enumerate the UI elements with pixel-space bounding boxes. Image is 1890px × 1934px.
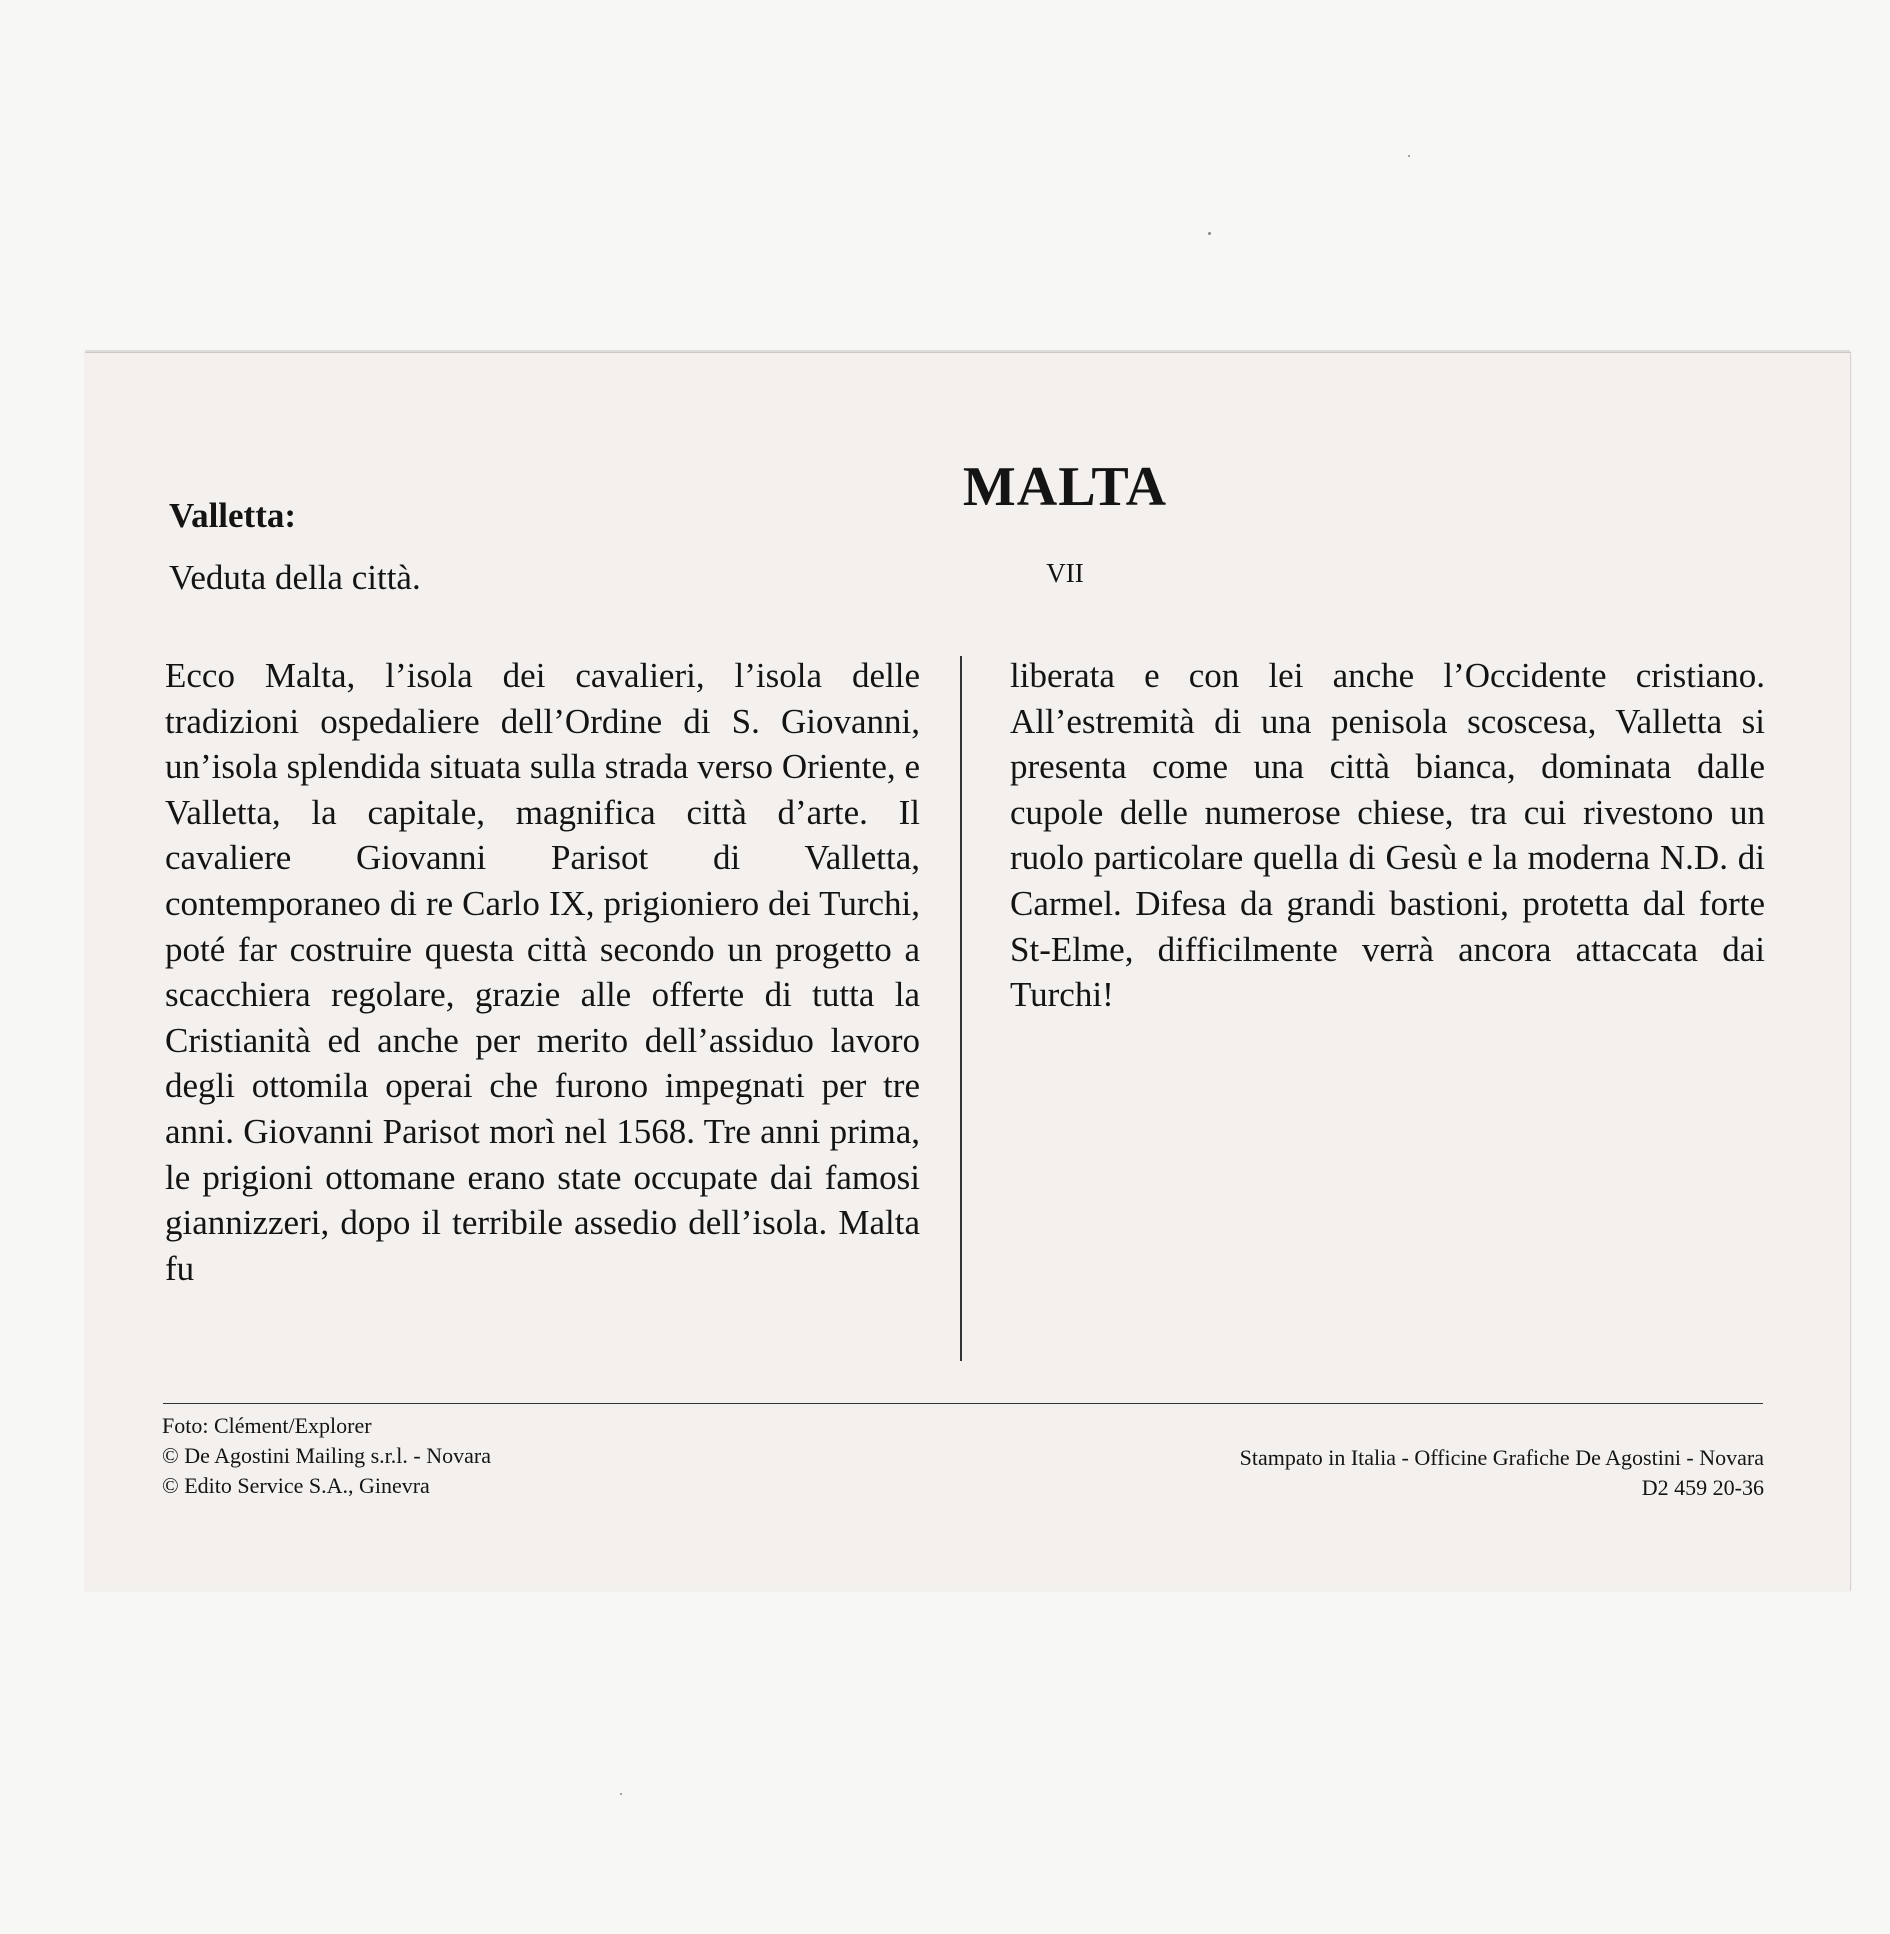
printer-info [1240,1443,1764,1503]
postcard-back [85,352,1851,1591]
credit-photo: Foto: Clément/Explorer [162,1413,372,1438]
product-code: D2 459 20-36 [1641,1475,1764,1500]
text-column-right: liberata e con lei anche l’Occidente cristiano. All’estremità di una penisola scoscesa, Valletta si presenta come una città bianca, dominata dalle cupole delle numerose chiese, tra cui rivestono un ruolo particolare quella di Gesù e la moderna N.D. di Carmel. Difesa da grandi bastioni, protetta dal forte St-Elme, difficilmente verrà ancora attaccata dai Turchi! [1010,656,1765,1015]
card-top-edge [85,350,1850,353]
page-title: MALTA [962,456,1168,518]
footer-divider [163,1403,1763,1404]
text-column-left: Ecco Malta, l’isola dei cavalieri, l’isola delle tradizioni ospedaliere dell’Ordine di S. Giovanni, un’isola splendida situata sulla strada verso Oriente, e Valletta, la capitale, magnifica città d’arte. Il cavaliere Giovanni Parisot di Valletta, contemporaneo di re Carlo IX, prigioniero dei Turchi, poté far costruire questa città secondo un progetto a scacchiera regolare, grazie alle offerte di tutta la Cristianità ed anche per merito dell’assiduo lavoro degli ottomila operai che furono impegnati per tre anni. Giovanni Parisot morì nel 1568. Tre anni prima, le prigioni ottomane erano state occupate dai famosi giannizzeri, dopo il terribile assedio dell’isola. Malta fu [165,656,920,1288]
photo-credits [162,1411,491,1501]
dust-speck [1208,232,1211,235]
column-divider [960,656,962,1361]
dust-speck [1408,155,1410,157]
subject-title: Valletta: [169,496,297,535]
credit-copyright-edito: © Edito Service S.A., Ginevra [162,1473,430,1498]
dust-speck [620,1793,622,1795]
series-number: VII [1046,558,1084,588]
printer-line: Stampato in Italia - Officine Grafiche De Agostini - Novara [1239,1445,1764,1470]
subject-description: Veduta della città. [169,558,421,597]
credit-copyright-mailing: © De Agostini Mailing s.r.l. - Novara [162,1443,491,1468]
